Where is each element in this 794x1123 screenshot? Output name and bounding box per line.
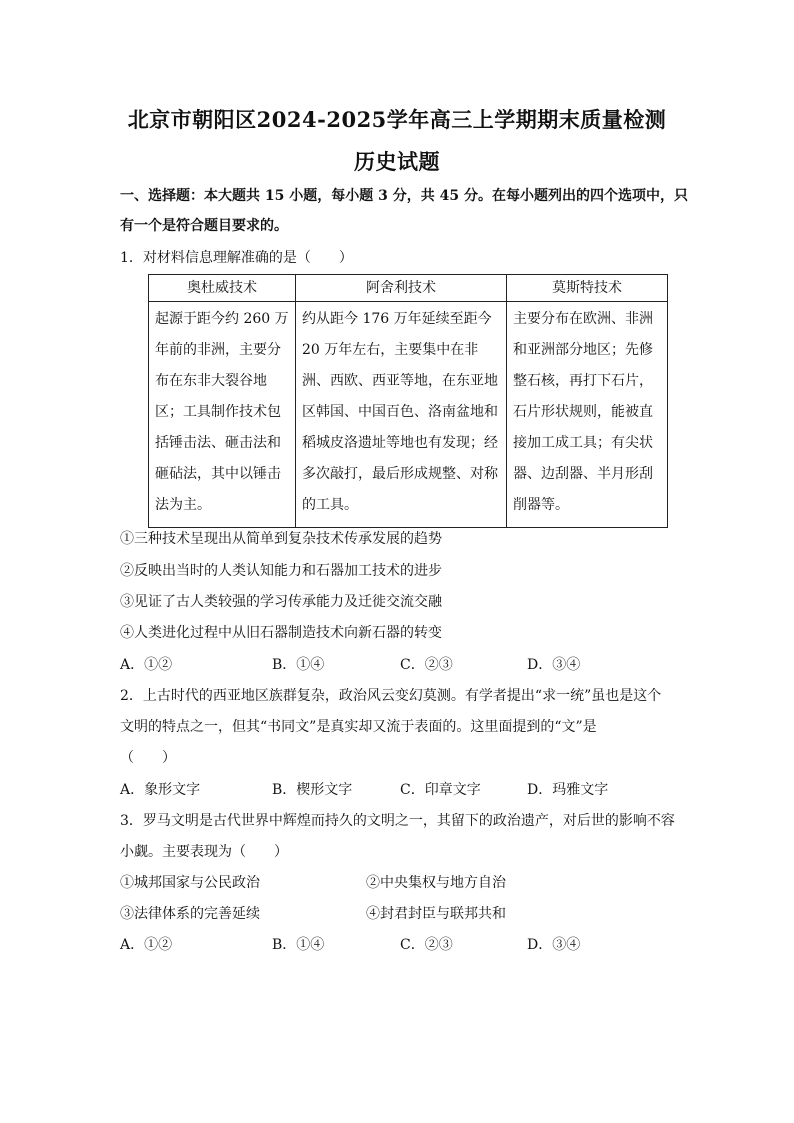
material-table — [148, 274, 668, 528]
table-cell: 起源于距今约 260 万年前的非洲，主要分布在东非大裂谷地区；工具制作技术包括锤击法、砸击法和砸砧法，其中以锤击法为主。 — [149, 302, 296, 528]
option-c: C．印章文字 — [400, 782, 481, 798]
question-3-line1: 3．罗马文明是古代世界中辉煌而持久的文明之一，其留下的政治遗产，对后世的影响不容 — [120, 813, 675, 829]
option-d: D．玛雅文字 — [527, 782, 609, 798]
table-cell: 主要分布在欧洲、非洲和亚洲部分地区；先修整石核，再打下石片，石片形状规则，能被直接加工成工具；有尖状器、边刮器、半月形刮削器等。 — [507, 302, 668, 528]
page-subtitle: 历史试题 — [354, 149, 440, 174]
option-a: A．①② — [120, 937, 173, 953]
option-a: A．①② — [120, 657, 173, 673]
statement-2: ②中央集权与地方自治 — [366, 875, 506, 891]
question-1-stem: 1．对材料信息理解准确的是（ ） — [120, 250, 353, 266]
question-2-line2: 文明的特点之一，但其“书同文”是真实却又流于表面的。这里面提到的“文”是 — [120, 719, 597, 735]
option-d: D．③④ — [527, 937, 581, 953]
option-a: A．象形文字 — [120, 782, 201, 798]
question-2-line1: 2．上古时代的西亚地区族群复杂，政治风云变幻莫测。有学者提出“求一统”虽也是这个 — [120, 688, 662, 704]
statement-1: ①城邦国家与公民政治 — [120, 875, 260, 891]
statement-3: ③见证了古人类较强的学习传承能力及迁徙交流交融 — [120, 594, 442, 610]
option-c: C．②③ — [400, 937, 453, 953]
section-instruction-line1: 一、选择题：本大题共 15 小题，每小题 3 分，共 45 分。在每小题列出的四个选项中，只 — [120, 188, 688, 204]
table-cell: 约从距今 176 万年延续至距今 20 万年左右，主要集中在非洲、西欧、西亚等地，在东亚地区韩国、中国百色、洛南盆地和稻城皮洛遗址等地也有发现；经多次敲打，最后形成规整、对称的工具。 — [296, 302, 507, 528]
question-2-line3: （ ） — [120, 750, 176, 766]
option-d: D．③④ — [527, 657, 581, 673]
option-b: B．①④ — [272, 657, 325, 673]
table-row — [149, 302, 668, 528]
section-instruction-line2: 有一个是符合题目要求的。 — [120, 218, 288, 234]
statement-4: ④封君封臣与联邦共和 — [366, 906, 506, 922]
statement-4: ④人类进化过程中从旧石器制造技术向新石器的转变 — [120, 625, 442, 641]
statement-1: ①三种技术呈现出从简单到复杂技术传承发展的趋势 — [120, 531, 442, 547]
statement-3: ③法律体系的完善延续 — [120, 906, 260, 922]
table-header-cell: 阿舍利技术 — [296, 275, 507, 302]
question-3-line2: 小觑。主要表现为（ ） — [120, 844, 288, 860]
option-c: C．②③ — [400, 657, 453, 673]
table-header-cell: 奥杜威技术 — [149, 275, 296, 302]
option-b: B．①④ — [272, 937, 325, 953]
page-title: 北京市朝阳区2024-2025学年高三上学期期末质量检测 — [127, 107, 667, 132]
option-b: B．楔形文字 — [272, 782, 353, 798]
statement-2: ②反映出当时的人类认知能力和石器加工技术的进步 — [120, 563, 442, 579]
table-header-cell: 莫斯特技术 — [507, 275, 668, 302]
table-header-row — [149, 275, 668, 302]
